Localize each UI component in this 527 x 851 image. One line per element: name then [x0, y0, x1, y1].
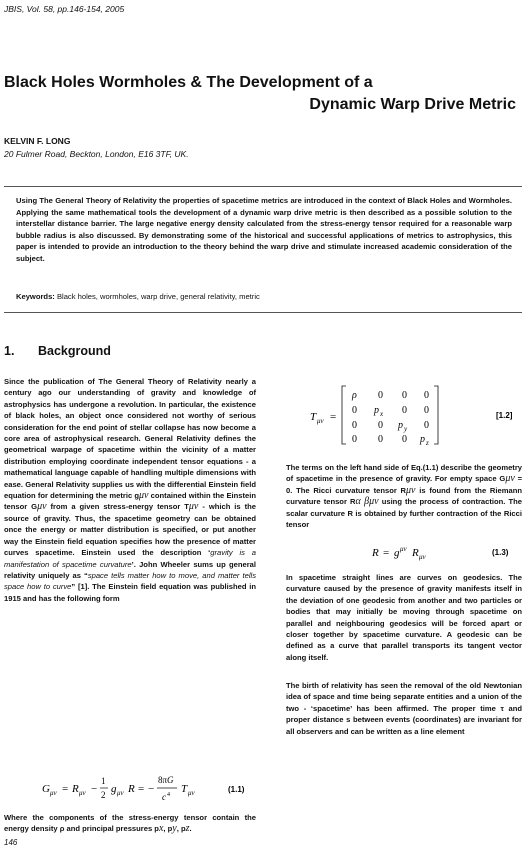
text-run: Since the publication of The General Theory of Relativity nearly a century ago our understanding of gravity and knowledge of astrophysics has undergone a revolution. In particular, the existence of black holes, an object once considered not worthy of serious consideration for the end point of stellar collapse has now become a core area of astrophysical research. General Relativity defines the geometrical warpage of spacetime within the vicinity of a matter distribution employing coordinate independent tensor equations - a mathematical language capable of handling multiple dimensions with ease. General Relativity supplies us with the differential Einstein field equation for determining the metric g: [4, 377, 256, 501]
equation-1-1: [40, 770, 260, 808]
text-run: p: [180, 824, 186, 834]
svg-text:=: =: [330, 411, 337, 423]
text-run: p: [167, 824, 173, 834]
abstract: Using The General Theory of Relativity the properties of spacetime metrics are introduced in the context of Black Holes and Wormholes. Applying the same mathematical tools the development of a dynamic warp drive metric is then described as a possible solution to the interstellar distance barrier. The large negative energy density calculated from the stress-energy tensor required for a reasonable warp bubble radius is also discussed. By demonstrating some of the historical and successful applications of metrics to astrophysics, this paper is intended to provide an introduction to the theory behind the warp drive and stimulate increased academic consideration of the subject.: [16, 196, 512, 263]
author-address: 20 Fulmer Road, Beckton, London, E16 3TF, UK.: [4, 149, 189, 159]
svg-text:μν: μν: [317, 417, 324, 425]
svg-text:−: −: [148, 783, 155, 795]
svg-text:ρ: ρ: [352, 390, 357, 401]
paragraph-background: Since the publication of The General Theory of Relativity nearly a century ago our understanding of gravity and knowledge of astrophysics has undergone a revolution. In particular, the existence of black holes, an object once considered not worthy of serious consideration for the end point of stellar collapse has now become a core area of astrophysical research. General Relativity defines the geometrical warpage of spacetime within the vicinity of a matter distribution employing coordinate independent tensor equations - a mathematical language capable of handling multiple dimensions with ease. General Relativity supplies us with the differential Einstein field equation for determining the metric gμν contained within the Einstein tensor Gμν from a given stress-energy tensor Tμν - which is the source of gravity. Thus, the spacetime geometry can be obtained once the energy or matter distribution is specified, or put another way the Einstein field equation specifies how the presence of matter curves spacetime. Einstein used the description ‘gravity is a manifestation of spacetime curvature’. John Wheeler sums up general relativity uniquely as “space tells matter how to move, and matter tells space how to curve” [1]. The Einstein field equation was published in 1915 and has the following form: [4, 377, 257, 603]
svg-text:g: g: [394, 547, 400, 559]
svg-text:x: x: [380, 410, 384, 418]
left-column: [4, 376, 256, 604]
svg-text:μν: μν: [400, 545, 407, 553]
svg-text:8πG: 8πG: [158, 775, 174, 785]
title-line-1: Black Holes Wormholes & The Development of a: [4, 74, 373, 91]
svg-text:=: =: [62, 783, 69, 795]
text-run: from a given stress-energy tensor T: [46, 502, 189, 512]
text-run: is found from the Riemann curvature tensor R: [286, 485, 522, 507]
svg-text:y: y: [404, 425, 408, 433]
svg-text:0: 0: [424, 405, 429, 416]
svg-text:1: 1: [101, 776, 106, 786]
svg-text:0: 0: [402, 405, 407, 416]
svg-text:R: R: [372, 547, 379, 559]
text-run: contained within the Einstein tensor G: [4, 491, 256, 512]
text-run: ” [1]. The Einstein field equation was published in 1915 and has the following form: [4, 582, 256, 603]
svg-text:R: R: [72, 783, 79, 795]
svg-text:μν: μν: [419, 553, 426, 561]
section-title: Background: [38, 344, 111, 358]
svg-text:p: p: [420, 434, 425, 445]
equation-1-2: [290, 382, 522, 448]
svg-text:R: R: [128, 783, 135, 795]
svg-text:μν: μν: [79, 789, 86, 797]
text-run: ’. John Wheeler sums up general relativity uniquely as “: [4, 559, 256, 580]
einstein-quote: gravity is a manifestation of spacetime curvature: [4, 548, 256, 569]
text-run: The terms on the left hand side of Eq.(1.1) describe the geometry of spacetime in the presence of gravity. For empty space G: [286, 463, 522, 484]
svg-text:0: 0: [378, 434, 383, 445]
equation-1-2-tag: [1.2]: [496, 411, 513, 420]
paper-title: [4, 72, 522, 116]
svg-text:0: 0: [352, 434, 357, 445]
svg-text:=: =: [383, 547, 390, 559]
paragraph-spacetime: The birth of relativity has seen the removal of the old Newtonian idea of space and time being separate entities and a union of the two - ‘spacetime’ has been affirmed. The proper time τ and proper distance s between events (coordinates) are invariant for all observers and can be written as a line element: [286, 681, 522, 736]
abstract-bottom-rule: [4, 312, 522, 313]
wheeler-quote: space tells matter how to move, and matter tells space how to curve: [4, 570, 257, 592]
paragraph-stress-energy: Where the components of the stress-energy tensor contain the energy density ρ and principal pressures px, py, pz.: [4, 813, 256, 835]
text-run: using the process of contraction. The scalar curvature R is obtained by further contraction of the Ricci tensor: [286, 497, 522, 530]
svg-text:g: g: [111, 783, 117, 795]
svg-text:−: −: [91, 783, 98, 795]
keywords-text: Black holes, wormholes, warp drive, general relativity, metric: [56, 292, 260, 301]
svg-text:μν: μν: [50, 789, 57, 797]
equation-1-3-tag: (1.3): [492, 548, 509, 557]
section-number: 1.: [4, 344, 15, 358]
svg-text:0: 0: [378, 390, 383, 401]
svg-text:0: 0: [402, 434, 407, 445]
author-name: KELVIN F. LONG: [4, 136, 71, 146]
page-number: 146: [4, 838, 18, 847]
svg-text:0: 0: [352, 420, 357, 431]
abstract-top-rule: [4, 186, 522, 187]
equation-1-3: [290, 540, 522, 562]
svg-text:0: 0: [402, 390, 407, 401]
svg-text:2: 2: [101, 790, 106, 800]
keywords: [16, 292, 512, 301]
svg-text:z: z: [426, 439, 429, 447]
svg-text:μν: μν: [117, 789, 124, 797]
svg-text:0: 0: [378, 420, 383, 431]
svg-text:0: 0: [424, 390, 429, 401]
svg-text:p: p: [374, 405, 379, 416]
text-run: = 0. The Ricci curvature tensor R: [286, 474, 523, 495]
paragraph-curvature: The terms on the left hand side of Eq.(1.1) describe the geometry of spacetime in the presence of gravity. For empty space Gμν = 0. The Ricci curvature tensor Rμν is found from the Riemann curvature tensor Rα βμν using the process of contraction. The scalar curvature R is obtained by further contraction of the Ricci tensor: [286, 463, 523, 530]
svg-text:4: 4: [167, 792, 170, 798]
text-run: - which is the source of gravity. Thus, the spacetime geometry can be obtained once the energy or matter distribution is specified, or put another way the Einstein field equation specifies how the presence of matter curves spacetime. Einstein used the description ‘: [4, 502, 256, 558]
svg-text:p: p: [398, 420, 403, 431]
equation-1-1-tag: (1.1): [228, 785, 245, 794]
svg-text:T: T: [181, 783, 188, 795]
svg-text:=: =: [138, 783, 145, 795]
paragraph-geodesics: In spacetime straight lines are curves on geodesics. The curvature caused by the presence of gravity manifests itself in the deviation of one geodesic from another and two particles or bodies that may initially be moving through spacetime on parallel and neighbouring geodesics will be forced apart or closer together by spacetime curvature. A geodesic can be defined as a curve that parallel transports its tangent vector along itself.: [286, 573, 522, 662]
section-heading: [4, 344, 111, 358]
title-line-2: Dynamic Warp Drive Metric: [309, 96, 516, 113]
journal-reference: JBIS, Vol. 58, pp.146-154, 2005: [4, 4, 125, 14]
svg-text:T: T: [310, 411, 317, 423]
svg-text:c: c: [162, 792, 166, 802]
text-run: Where the components of the stress-energy tensor contain the energy density ρ and principal pressures p: [4, 813, 256, 834]
svg-text:μν: μν: [188, 789, 195, 797]
svg-text:0: 0: [352, 405, 357, 416]
svg-text:G: G: [42, 783, 50, 795]
keywords-label: Keywords:: [16, 292, 55, 301]
svg-text:0: 0: [424, 420, 429, 431]
svg-text:R: R: [412, 547, 419, 559]
